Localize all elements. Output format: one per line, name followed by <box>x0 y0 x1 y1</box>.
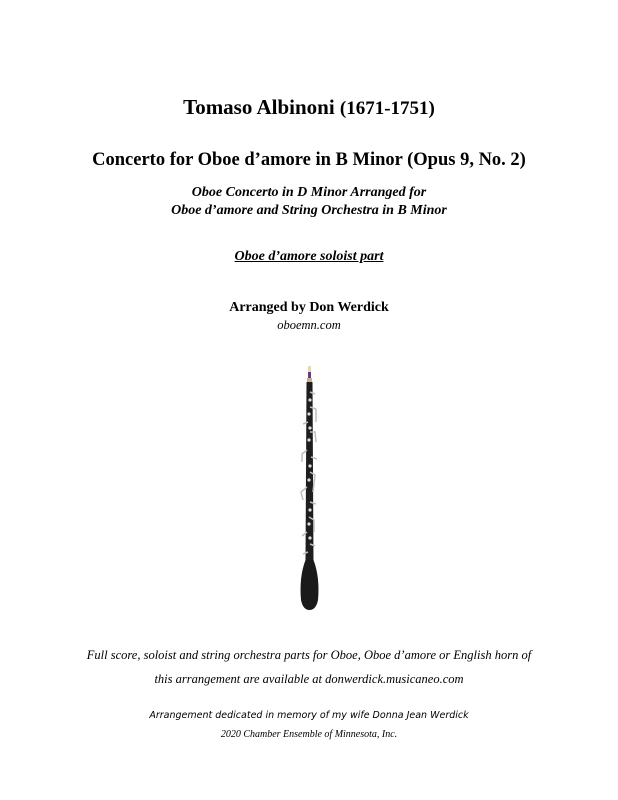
website: oboemn.com <box>277 318 341 332</box>
copyright: 2020 Chamber Ensemble of Minnesota, Inc. <box>220 729 398 740</box>
composer-years: (1671-1751) <box>339 98 435 119</box>
subtitle-line: Oboe d’amore and String Orchestra in B Minor <box>171 203 447 218</box>
composer-name: Tomaso Albinoni <box>183 95 335 119</box>
subtitle-line: Oboe Concerto in D Minor Arranged for <box>191 185 427 200</box>
part-name: Oboe d’amore soloist part <box>234 249 384 264</box>
composer-heading <box>0 95 618 120</box>
arranger: Arranged by Don Werdick <box>229 300 389 315</box>
subtitle <box>0 184 618 220</box>
oboe-image <box>280 362 340 618</box>
availability-line: this arrangement are available at donwerdick.musicaneo.com <box>154 672 464 686</box>
work-title: Concerto for Oboe d’amore in B Minor (Opus 9, No. 2) <box>92 150 526 170</box>
availability-line: Full score, soloist and string orchestra parts for Oboe, Oboe d’amore or English horn of <box>86 648 532 662</box>
dedication: Arrangement dedicated in memory of my wife Donna Jean Werdick <box>149 710 469 721</box>
